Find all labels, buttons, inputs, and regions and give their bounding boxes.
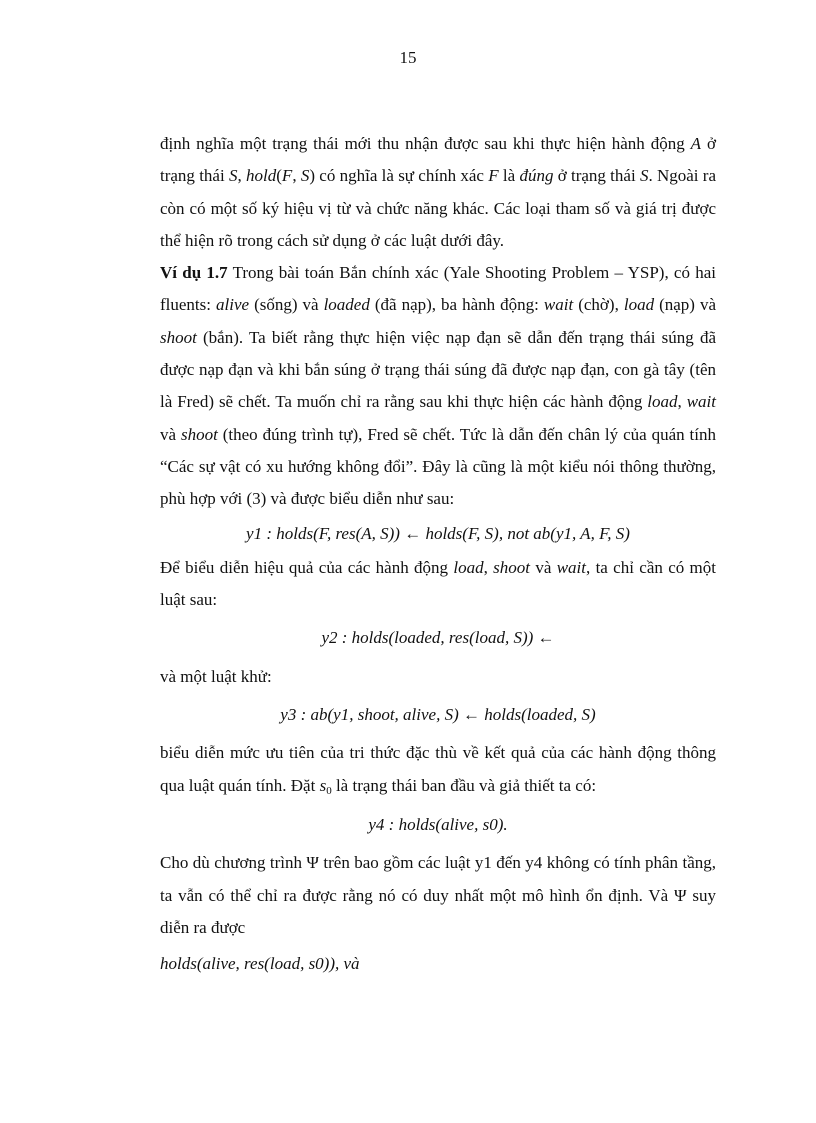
page-number: 15	[399, 48, 417, 67]
paragraph-psi: Cho dù chương trình Ψ trên bao gồm các luật y1 đến y4 không có tính phân tầng, ta vẫn có thể chỉ ra được rằng nó có duy nhất một mô hình ổn định. Và Ψ suy diễn ra được	[160, 853, 716, 937]
formula-y4: y4 : holds(alive, s0).	[368, 814, 508, 834]
document-body	[160, 128, 716, 980]
example-label: Ví dụ 1.7	[160, 263, 228, 283]
paragraph-cancel-rule: và một luật khử:	[160, 666, 272, 686]
paragraph-priority: biểu diễn mức ưu tiên của tri thức đặc thù về kết quả của các hành động thông qua luật quán tính. Đặt $s_0$ là trạng thái ban đầu và giả thiết ta có:	[160, 743, 716, 797]
formula-y1: y1 : holds(F, res(A, S)) ← holds(F, S), not ab(y1, A, F, S)	[246, 523, 630, 543]
formula-y2: y2 : holds(loaded, res(load, S)) ←	[321, 628, 555, 648]
formula-y3: y3 : ab(y1, shoot, alive, S) ← holds(loaded, S)	[280, 705, 596, 725]
paragraph-effects: Để biểu diễn hiệu quả của các hành động load, shoot và wait, ta chỉ cần có một luật sau:	[160, 557, 717, 610]
paragraph-definition: định nghĩa một trạng thái mới thu nhận được sau khi thực hiện hành động A ở trạng thái S, hold(F, S) có nghĩa là sự chính xác F là đúng ở trạng thái S. Ngoài ra còn có một số ký hiệu vị từ và chức năng khác. Các loại tham số và giá trị được thể hiện rõ trong cách sử dụng ở các luật dưới đây.	[160, 134, 717, 250]
formula-final: holds(alive, res(load, s0)), và	[160, 954, 360, 974]
paragraph-example: Ví dụ 1.7 Trong bài toán Bắn chính xác (Yale Shooting Problem – YSP), có hai fluents: alive (sống) và loaded (đã nạp), ba hành động: wait (chờ), load (nạp) và shoot (bắn). Ta biết rằng thực hiện việc nạp đạn sẽ dẫn đến trạng thái súng đã được nạp đạn và khi bắn súng ở trạng thái súng đã được nạp đạn, con gà tây (tên là Fred) sẽ chết. Ta muốn chỉ ra rằng sau khi thực hiện các hành động load, wait và shoot (theo đúng trình tự), Fred sẽ chết. Tức là dẫn đến chân lý của quán tính “Các sự vật có xu hướng không đổi”. Đây là cũng là một kiểu nói thông thường, phù hợp với (3) và được biểu diễn như sau:	[160, 263, 717, 509]
